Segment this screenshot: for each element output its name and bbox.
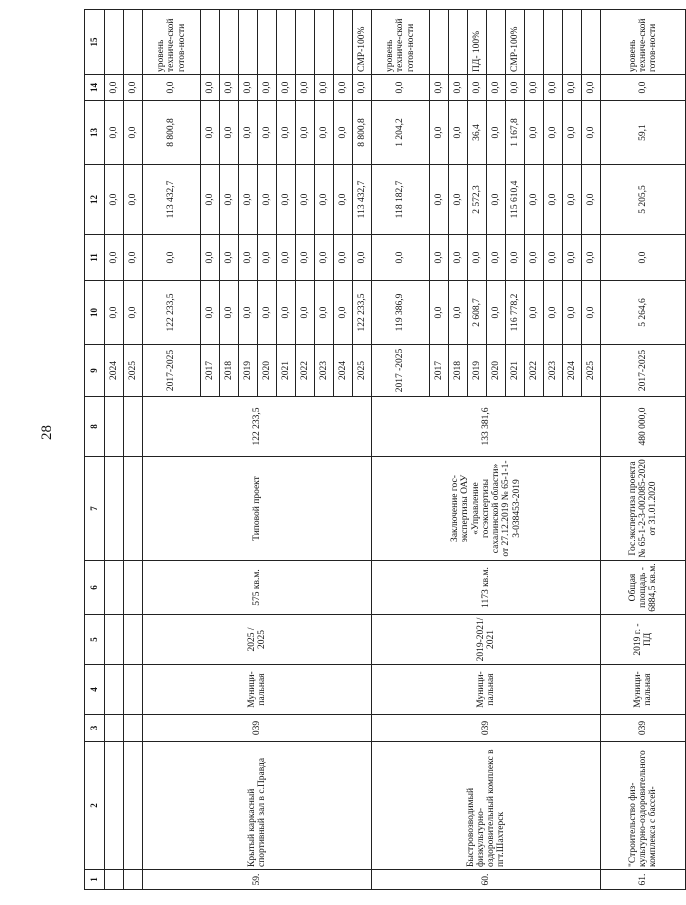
value-cell: 0,0 [201,235,220,281]
value-cell: 0,0 [258,165,277,235]
table-row [372,10,430,890]
col-header: 6 [85,561,105,615]
year-cell: 2025 [353,345,372,397]
status-cell [315,10,334,75]
value-cell: 122 233,5 [143,281,201,345]
status-cell [239,10,258,75]
value-cell: 0,0 [296,235,315,281]
value-cell: 0,0 [296,281,315,345]
value-cell: 0,0 [430,75,449,101]
value-cell: 122 233,5 [353,281,372,345]
year-cell: 2017 [430,345,449,397]
project-period: 2019-2021/ 2021 [372,615,601,665]
col-header: 15 [85,10,105,75]
project-capacity: Общая площадь - 6884,5 кв.м. [601,561,686,615]
value-cell: 0,0 [201,281,220,345]
year-cell: 2018 [220,345,239,397]
value-cell: 0,0 [201,101,220,165]
project-capacity: 1173 кв.м. [372,561,601,615]
table-row [105,10,124,890]
value-cell: 0,0 [334,101,353,165]
col-header: 7 [85,457,105,561]
year-cell: 2021 [506,345,525,397]
status-cell [296,10,315,75]
project-ownership: Муници-пальная [601,665,686,715]
value-cell: 0,0 [449,281,468,345]
value-cell: 0,0 [544,101,563,165]
value-cell: 0,0 [105,101,124,165]
status-cell [258,10,277,75]
value-cell: 0,0 [220,281,239,345]
rotated-page [84,10,659,890]
value-cell: 0,0 [468,75,487,101]
year-cell: 2019 [239,345,258,397]
project-period: 2025 / 2025 [143,615,372,665]
value-cell: 0,0 [525,281,544,345]
value-cell: 0,0 [449,165,468,235]
value-cell: 0,0 [220,165,239,235]
value-cell: 0,0 [449,75,468,101]
status-cell [582,10,601,75]
value-cell: 36,4 [468,101,487,165]
status-cell [449,10,468,75]
value-cell: 0,0 [315,235,334,281]
value-cell: 0,0 [449,101,468,165]
value-cell: 0,0 [277,281,296,345]
year-cell: 2023 [315,345,334,397]
value-cell: 0,0 [315,165,334,235]
value-cell: 0,0 [544,165,563,235]
col-header: 14 [85,75,105,101]
value-cell: 0,0 [258,235,277,281]
value-cell: 0,0 [582,281,601,345]
value-cell: 0,0 [544,75,563,101]
value-cell: 1 204,2 [372,101,430,165]
table-row [124,10,143,890]
status-cell [277,10,296,75]
table-row [143,10,201,890]
value-cell: 0,0 [220,235,239,281]
project-cost: 122 233,5 [143,397,372,457]
value-cell: 0,0 [353,75,372,101]
value-cell: 0,0 [239,281,258,345]
value-cell: 0,0 [544,235,563,281]
project-code: 039 [372,715,601,742]
value-cell: 0,0 [334,235,353,281]
value-cell: 0,0 [277,75,296,101]
value-cell: 0,0 [334,281,353,345]
value-cell: 0,0 [487,101,506,165]
year-cell: 2019 [468,345,487,397]
col-header: 13 [85,101,105,165]
value-cell: 0,0 [239,75,258,101]
status-cell [334,10,353,75]
project-code: 039 [601,715,686,742]
value-cell: 0,0 [487,165,506,235]
page-number: 28 [39,425,55,440]
project-ownership: Муници-пальная [372,665,601,715]
value-cell: 0,0 [277,235,296,281]
project-name: Быстровозводимый физкультурно-оздоровительный комплекс в пгт.Шахтерск [372,742,601,870]
table-row [601,10,686,890]
value-cell: 0,0 [258,75,277,101]
value-cell: 0,0 [353,235,372,281]
value-cell: 0,0 [124,281,143,345]
value-cell: 0,0 [277,101,296,165]
value-cell: 0,0 [296,101,315,165]
year-cell: 2024 [334,345,353,397]
value-cell: 0,0 [220,75,239,101]
value-cell: 0,0 [487,281,506,345]
project-capacity: 575 кв.м. [143,561,372,615]
status-cell [220,10,239,75]
col-header: 9 [85,345,105,397]
value-cell: 0,0 [563,165,582,235]
project-code: 039 [143,715,372,742]
value-cell: 0,0 [220,101,239,165]
value-cell: 0,0 [430,281,449,345]
value-cell: 0,0 [563,101,582,165]
value-cell: 0,0 [506,235,525,281]
value-cell: 119 386,9 [372,281,430,345]
status-cell: уровень техниче-ской готов-ности [372,10,430,75]
project-period: 2019 г. - ПД [601,615,686,665]
value-cell: 0,0 [296,165,315,235]
value-cell: 0,0 [258,281,277,345]
value-cell: 59,1 [601,101,686,165]
value-cell: 0,0 [143,235,201,281]
value-cell: 0,0 [277,165,296,235]
value-cell: 5 264,6 [601,281,686,345]
value-cell: 8 800,8 [143,101,201,165]
value-cell: 0,0 [525,165,544,235]
value-cell: 0,0 [124,235,143,281]
year-cell: 2018 [449,345,468,397]
year-cell: 2017 -2025 [372,345,430,397]
value-cell: 0,0 [105,165,124,235]
value-cell: 0,0 [544,281,563,345]
year-cell: 2017 [201,345,220,397]
value-cell: 0,0 [372,75,430,101]
value-cell: 0,0 [372,235,430,281]
project-name: "Строительство физ-культурно-оздоровительного комплекса с бассей- [601,742,686,870]
status-cell [201,10,220,75]
value-cell: 0,0 [124,165,143,235]
value-cell: 0,0 [525,75,544,101]
value-cell: 0,0 [239,165,258,235]
value-cell: 0,0 [601,75,686,101]
value-cell: 118 182,7 [372,165,430,235]
value-cell: 0,0 [582,101,601,165]
year-cell: 2020 [258,345,277,397]
year-cell: 2025 [124,345,143,397]
value-cell: 0,0 [315,75,334,101]
project-document: Гос.экспертиза проекта № 65-1-2-3-002085-2020 от 31.01.2020 [601,457,686,561]
year-cell: 2024 [563,345,582,397]
project-document: Заключение гос-экспертизы ОАУ «Управление госэкспертизы сахалинской области» от 27.12.2019 № 65-1-1-3-038453-2019 [372,457,601,561]
col-header: 2 [85,742,105,870]
year-cell: 2017-2025 [601,345,686,397]
project-number: 59. [143,870,372,890]
value-cell: 0,0 [334,165,353,235]
value-cell: 1 167,8 [506,101,525,165]
value-cell: 115 610,4 [506,165,525,235]
value-cell: 0,0 [525,235,544,281]
value-cell: 0,0 [430,235,449,281]
value-cell: 0,0 [105,75,124,101]
year-cell: 2023 [544,345,563,397]
value-cell: 0,0 [124,101,143,165]
status-cell [544,10,563,75]
value-cell: 0,0 [468,235,487,281]
year-cell: 2024 [105,345,124,397]
value-cell: 0,0 [563,235,582,281]
investment-projects-table [84,9,686,890]
value-cell: 0,0 [430,101,449,165]
status-cell [430,10,449,75]
col-header: 8 [85,397,105,457]
value-cell: 0,0 [258,101,277,165]
status-cell: уровень техниче-ской готов-ности [601,10,686,75]
year-cell: 2017-2025 [143,345,201,397]
value-cell: 0,0 [487,75,506,101]
value-cell: 0,0 [124,75,143,101]
status-cell [563,10,582,75]
value-cell: 0,0 [201,165,220,235]
column-number-row [85,10,105,890]
project-document: Типовой проект [143,457,372,561]
value-cell: 0,0 [143,75,201,101]
value-cell: 0,0 [315,281,334,345]
col-header: 12 [85,165,105,235]
value-cell: 0,0 [105,235,124,281]
col-header: 10 [85,281,105,345]
status-cell: СМР-100% [353,10,372,75]
value-cell: 0,0 [239,235,258,281]
status-cell [525,10,544,75]
value-cell: 0,0 [334,75,353,101]
value-cell: 0,0 [506,75,525,101]
value-cell: 0,0 [449,235,468,281]
value-cell: 2 608,7 [468,281,487,345]
value-cell: 0,0 [582,75,601,101]
year-cell: 2020 [487,345,506,397]
value-cell: 0,0 [296,75,315,101]
value-cell: 8 800,8 [353,101,372,165]
col-header: 4 [85,665,105,715]
value-cell: 113 432,7 [353,165,372,235]
project-cost: 133 381,6 [372,397,601,457]
col-header: 11 [85,235,105,281]
value-cell: 0,0 [430,165,449,235]
value-cell: 0,0 [487,235,506,281]
year-cell: 2021 [277,345,296,397]
project-ownership: Муници-пальная [143,665,372,715]
year-cell: 2022 [525,345,544,397]
table-container [84,10,659,890]
status-cell: уровень техниче-ской готов-ности [143,10,201,75]
project-name: Крытый каркасный спортивный зал в с.Правда [143,742,372,870]
col-header: 3 [85,715,105,742]
value-cell: 0,0 [201,75,220,101]
project-number: 61. [601,870,686,890]
value-cell: 0,0 [563,281,582,345]
value-cell: 0,0 [563,75,582,101]
value-cell: 0,0 [315,101,334,165]
year-cell: 2022 [296,345,315,397]
status-cell [487,10,506,75]
year-cell: 2025 [582,345,601,397]
value-cell: 0,0 [582,235,601,281]
project-number: 60. [372,870,601,890]
status-cell: ПД- 100% [468,10,487,75]
value-cell: 2 572,3 [468,165,487,235]
status-cell: СМР-100% [506,10,525,75]
value-cell: 0,0 [525,101,544,165]
value-cell: 0,0 [105,281,124,345]
value-cell: 0,0 [601,235,686,281]
value-cell: 0,0 [582,165,601,235]
col-header: 1 [85,870,105,890]
project-cost: 480 000,0 [601,397,686,457]
value-cell: 116 778,2 [506,281,525,345]
value-cell: 5 205,5 [601,165,686,235]
col-header: 5 [85,615,105,665]
value-cell: 113 432,7 [143,165,201,235]
value-cell: 0,0 [239,101,258,165]
